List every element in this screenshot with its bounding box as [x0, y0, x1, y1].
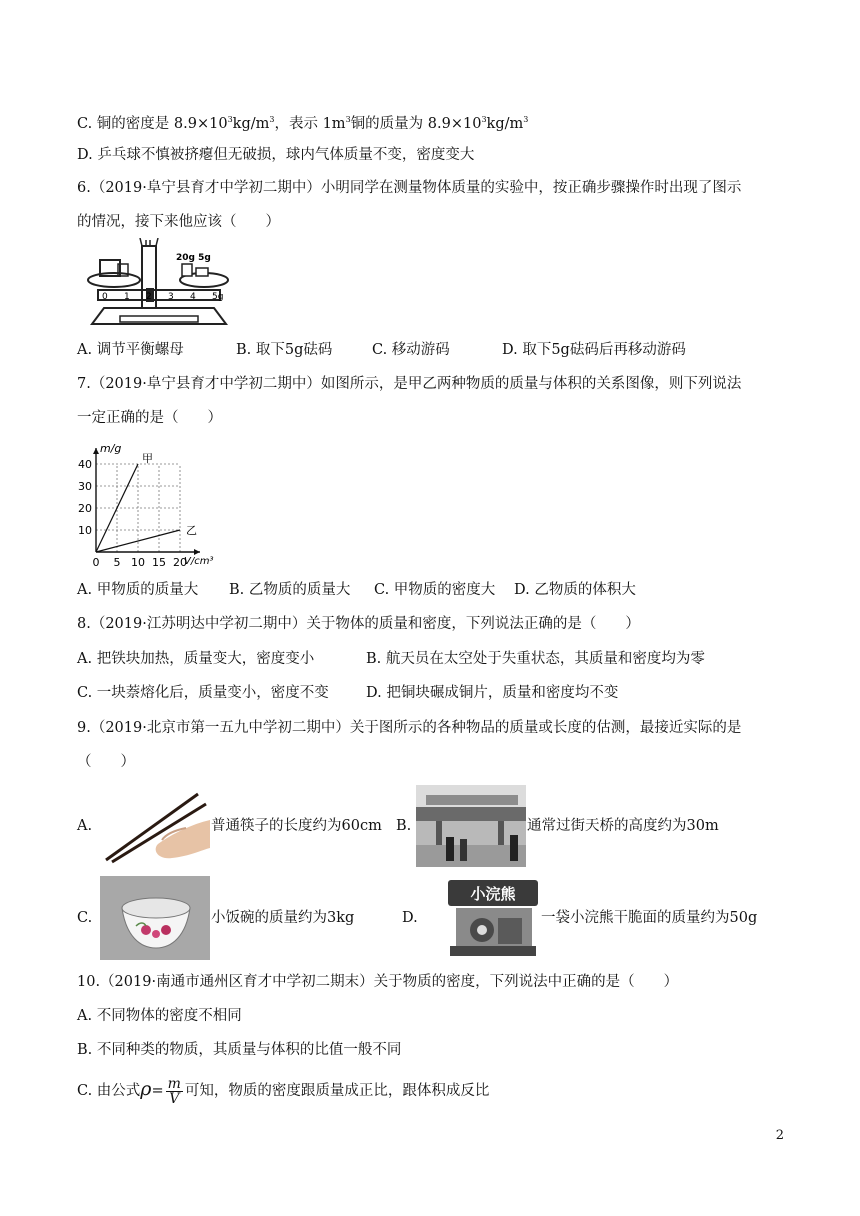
y-tick-label: 30 [78, 480, 92, 493]
q9-option-b-text: 通常过街天桥的高度约为30m [527, 818, 719, 834]
snack-brand-text: 小浣熊 [470, 885, 516, 903]
rho-symbol: ρ [140, 1078, 152, 1100]
q5-option-d: D. 乒乓球不慎被挤瘪但无破损，球内气体质量不变，密度变大 [77, 147, 475, 163]
x-axis-arrow [194, 549, 200, 555]
y-tick-label: 40 [78, 458, 92, 471]
q9-option-c-text: 小饭碗的质量约为3kg [211, 910, 355, 926]
q7-option-d: D. 乙物质的体积大 [514, 582, 636, 598]
series-label: 乙 [186, 524, 197, 537]
scale-tick-label: 2 [146, 292, 152, 302]
mass-volume-chart [74, 440, 224, 570]
q8-option-b: B. 航天员在太空处于失重状态，其质量和密度均为零 [366, 651, 705, 667]
q7-stem-line1: 7.（2019·阜宁县育才中学初二期中）如图所示，是甲乙两种物质的质量与体积的关系图像，则下列说法 [77, 376, 742, 392]
q9-option-c-label: C. [77, 910, 93, 926]
q6-stem-line2: 的情况，接下来他应该（ ） [77, 214, 280, 230]
x-axis-label: V/cm³ [184, 556, 214, 567]
q7-option-b: B. 乙物质的质量大 [229, 582, 351, 598]
scale-tick-label: 0 [102, 292, 108, 302]
q6-option-b: B. 取下5g砝码 [236, 342, 333, 358]
q10-stem: 10.（2019·南通市通州区育才中学初二期末）关于物质的密度，下列说法中正确的是（ ） [77, 974, 679, 990]
scale-tick-label: 1 [124, 292, 130, 302]
q9-option-b-label: B. [396, 818, 412, 834]
q10-option-a: A. 不同物体的密度不相同 [77, 1008, 242, 1024]
q9-option-d-text: 一袋小浣熊干脆面的质量约为50g [541, 910, 758, 926]
x-tick-label: 5 [113, 556, 121, 569]
snack-package-photo [446, 878, 540, 960]
q7-option-a: A. 甲物质的质量大 [77, 582, 199, 598]
y-tick-label: 20 [78, 502, 92, 515]
q6-option-c: C. 移动游码 [372, 342, 450, 358]
weights-label: 20g 5g [176, 253, 211, 263]
x-tick-label: 15 [152, 556, 166, 569]
q8-option-d: D. 把铜块碾成铜片，质量和密度均不变 [366, 685, 619, 701]
q10-option-c: C. 由公式ρ= $\frac{m}{V}$ 可知，物质的密度跟质量成正比，跟体积成反比 [77, 1075, 490, 1107]
y-tick-label: 10 [78, 524, 92, 537]
q10-option-b: B. 不同种类的物质，其质量与体积的比值一般不同 [77, 1042, 402, 1058]
scale-tick-label: 5g [212, 292, 224, 302]
q6-option-a: A. 调节平衡螺母 [77, 342, 184, 358]
q8-option-a: A. 把铁块加热，质量变大，密度变小 [77, 651, 315, 667]
q8-option-c: C. 一块萘熔化后，质量变小，密度不变 [77, 685, 329, 701]
q9-stem-line1: 9.（2019·北京市第一五九中学初二期中）关于图所示的各种物品的质量或长度的估测，最接近实际的是 [77, 720, 742, 736]
series-line [96, 530, 180, 552]
series-label: 甲 [142, 452, 153, 465]
y-axis-arrow [93, 448, 99, 454]
chopsticks-photo [102, 790, 210, 864]
q6-stem-line1: 6.（2019·阜宁县育才中学初二期中）小明同学在测量物体质量的实验中，按正确步骤操作时出现了图示 [77, 180, 742, 196]
q5-option-c: C. 铜的密度是 $8.9\times 10^3kg/m^3$，表示 $1m^3$铜的质量为 $8.9\times 10^3kg/m^3$ [77, 115, 529, 132]
q8-stem: 8.（2019·江苏明达中学初二期中）关于物体的质量和密度，下列说法正确的是（ ） [77, 616, 640, 632]
scale-tick-label: 4 [190, 292, 196, 302]
x-tick-label: 20 [173, 556, 187, 569]
q7-option-c: C. 甲物质的密度大 [374, 582, 496, 598]
q9-option-a-text: 普通筷子的长度约为60cm [211, 818, 382, 834]
mass-over-volume-fraction: $\frac{m}{V}$ [167, 1075, 181, 1107]
x-tick-label: 0 [92, 556, 100, 569]
balance-figure [84, 238, 234, 330]
y-axis-label: m/g [100, 442, 122, 455]
q9-option-d-label: D. [402, 910, 418, 926]
scale-tick-label: 3 [168, 292, 174, 302]
q9-option-a-label: A. [77, 818, 93, 834]
footbridge-photo [416, 785, 526, 867]
rice-bowl-photo [100, 876, 210, 960]
q7-stem-line2: 一定正确的是（ ） [77, 410, 222, 426]
q9-stem-line2: （ ） [77, 754, 135, 770]
x-tick-label: 10 [131, 556, 145, 569]
q6-option-d: D. 取下5g砝码后再移动游码 [502, 342, 686, 358]
page-number: 2 [775, 1128, 784, 1143]
